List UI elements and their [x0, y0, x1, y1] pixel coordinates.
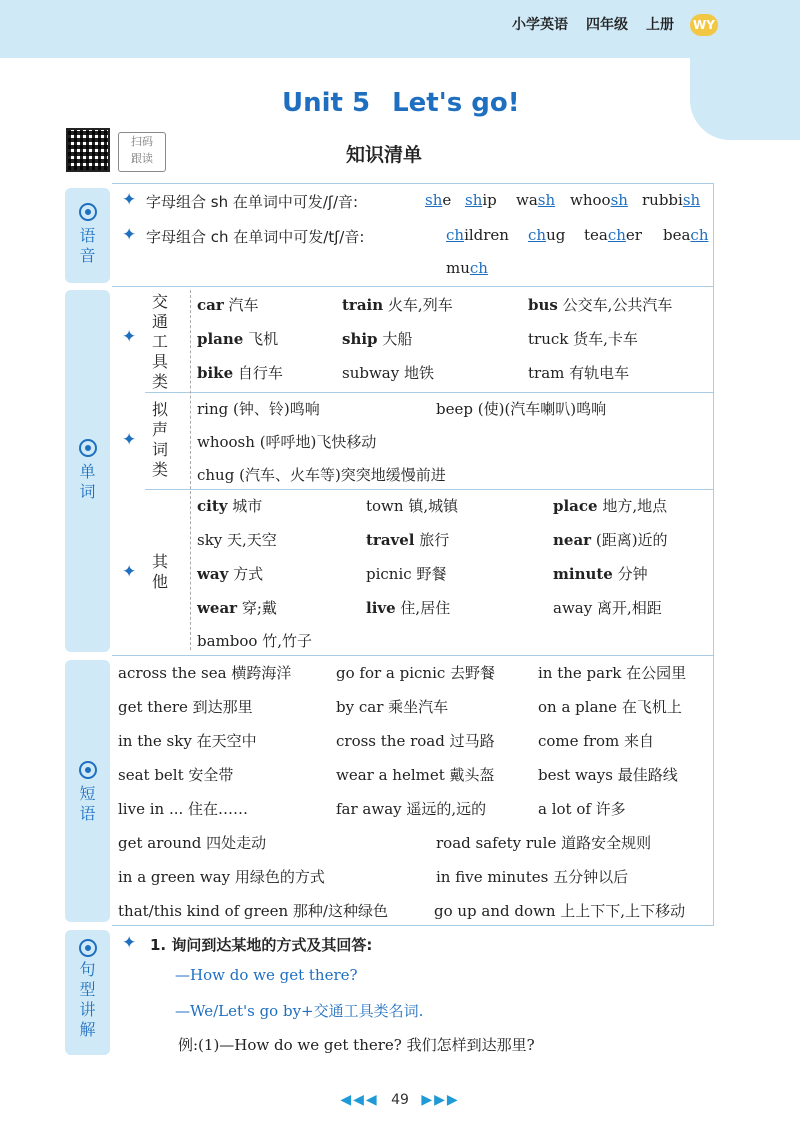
word-english: ship [342, 330, 378, 348]
highlight-letters: sh [537, 191, 556, 209]
highlight-letters: ch [446, 226, 465, 244]
tab-phrases-label: 短语 [79, 784, 96, 823]
word-meaning: 野餐 [411, 565, 447, 583]
word-english: train [342, 296, 384, 314]
prev-arrows-icon: ◀◀◀ [340, 1092, 379, 1108]
qr-code-icon[interactable] [66, 128, 110, 172]
word-meaning: 方式 [228, 565, 264, 583]
word-part: rubbi [642, 191, 683, 209]
highlight-letters: ch [469, 259, 488, 277]
word-item [197, 630, 312, 651]
phonics-word [465, 191, 497, 209]
table-right-rule [713, 183, 714, 925]
sound-bottom-rule [145, 489, 714, 490]
word-meaning: 地铁 [399, 364, 434, 382]
word-english: beep [436, 400, 473, 418]
cat-char: 类 [151, 460, 168, 479]
target-icon [78, 438, 98, 458]
highlight-letters: ch [607, 226, 626, 244]
words-bottom-rule [112, 655, 714, 656]
star-bullet-icon: ✦ [122, 225, 137, 245]
highlight-letters: sh [610, 191, 628, 209]
word-item [366, 563, 446, 584]
phrases-bottom-rule [112, 925, 714, 926]
highlight-letters: ch [528, 226, 547, 244]
phrase-item: road safety rule 道路安全规则 [436, 834, 652, 852]
cat-char: 他 [151, 572, 168, 591]
phonics-word [663, 226, 708, 244]
word-item [197, 294, 259, 315]
word-item [436, 398, 606, 419]
word-meaning: 穿;戴 [237, 599, 277, 617]
word-part: er [625, 226, 642, 244]
word-meaning: 离开,相距 [592, 599, 662, 617]
word-item [342, 328, 412, 349]
word-item [342, 294, 453, 315]
unit-name: Let's go! [392, 88, 520, 118]
word-item [553, 597, 662, 618]
edition-badge: WY [690, 14, 718, 36]
word-item [197, 362, 283, 383]
page-number: 49 [391, 1092, 409, 1108]
star-bullet-icon: ✦ [122, 190, 137, 210]
scan-label [118, 132, 166, 172]
word-english: bamboo [197, 632, 258, 650]
sh-rule: 字母组合 sh 在单词中可发/ʃ/音: [146, 193, 359, 211]
word-item [197, 464, 446, 485]
tab-sentences-label: 句型讲解 [79, 960, 96, 1039]
word-english: tram [528, 364, 565, 382]
cat-char: 声 [151, 420, 168, 439]
phrase-item: come from 来自 [538, 732, 655, 750]
tab-phrases [65, 660, 110, 922]
phrase-item: cross the road 过马路 [336, 732, 495, 750]
word-english: chug [197, 466, 235, 484]
word-item [342, 362, 434, 383]
sentence-example: 例:(1)—How do we get there? 我们怎样到达那里? [178, 1036, 535, 1054]
word-meaning: 飞机 [243, 330, 279, 348]
target-icon [78, 202, 98, 222]
word-meaning: (使)(汽车喇叭)鸣响 [472, 400, 607, 418]
word-english: town [366, 497, 404, 515]
tab-phonics [65, 188, 110, 283]
phrase-item: go for a picnic 去野餐 [336, 664, 496, 682]
word-meaning: (汽车、火车等)突突地缓慢前进 [234, 466, 446, 484]
word-item [197, 398, 320, 419]
word-meaning: 地方,地点 [597, 497, 668, 515]
word-item [553, 495, 667, 516]
word-meaning: 自行车 [233, 364, 283, 382]
phrase-item: in the park 在公园里 [538, 664, 687, 682]
phonics-word [570, 191, 628, 209]
phrase-item: go up and down 上上下下,上下移动 [434, 902, 686, 920]
sentence-question: —How do we get there? [175, 966, 358, 984]
word-item [197, 495, 262, 516]
phrase-item: on a plane 在飞机上 [538, 698, 682, 716]
word-english: plane [197, 330, 244, 348]
word-meaning: 天,天空 [222, 531, 277, 549]
sound-category-label [150, 400, 170, 480]
phrase-item: in a green way 用绿色的方式 [118, 868, 325, 886]
phrase-item: in five minutes 五分钟以后 [436, 868, 629, 886]
phrase-item: by car 乘坐汽车 [336, 698, 449, 716]
word-english: car [197, 296, 224, 314]
word-english: near [553, 531, 592, 549]
word-meaning: (呼呼地)飞快移动 [254, 433, 377, 451]
phonics-word [516, 191, 555, 209]
word-item [366, 529, 449, 550]
header-grade: 四年级 [586, 17, 628, 33]
highlight-letters: ch [690, 226, 709, 244]
word-english: sky [197, 531, 223, 549]
phrase-item: that/this kind of green 那种/这种绿色 [118, 902, 388, 920]
word-english: way [197, 565, 229, 583]
phonics-word [446, 259, 488, 277]
word-english: ring [197, 400, 229, 418]
word-item [197, 529, 277, 550]
word-meaning: 大船 [377, 330, 413, 348]
cat-char: 其 [151, 552, 168, 571]
word-item [366, 495, 458, 516]
phonics-word [642, 191, 700, 209]
word-item [528, 328, 638, 349]
word-meaning: 竹,竹子 [257, 632, 312, 650]
star-bullet-icon: ✦ [122, 327, 137, 347]
word-meaning: 公交车,公共汽车 [557, 296, 673, 314]
section-subtitle: 知识清单 [346, 144, 423, 166]
highlight-letters: sh [682, 191, 701, 209]
word-item [197, 431, 376, 452]
phonics-word [584, 226, 642, 244]
phonics-word [446, 226, 509, 244]
word-part: ip [482, 191, 497, 209]
phrase-item: get around 四处走动 [118, 834, 267, 852]
word-item [528, 362, 629, 383]
scan-label-line2: 跟读 [131, 152, 153, 165]
page-title [282, 88, 542, 118]
transport-bottom-rule [145, 392, 714, 393]
word-part: whoo [570, 191, 611, 209]
word-item [553, 563, 648, 584]
phrase-item: across the sea 横跨海洋 [118, 664, 292, 682]
word-english: travel [366, 531, 415, 549]
cat-char: 类 [151, 372, 168, 391]
scan-label-line1: 扫码 [131, 135, 153, 148]
word-english: whoosh [197, 433, 255, 451]
highlight-letters: sh [465, 191, 483, 209]
phonics-word [528, 226, 565, 244]
target-icon [78, 760, 98, 780]
word-english: live [366, 599, 396, 617]
star-bullet-icon: ✦ [122, 562, 137, 582]
sentence-answer: —We/Let's go by+交通工具类名词. [175, 1002, 424, 1020]
word-part: mu [446, 259, 470, 277]
word-english: bike [197, 364, 234, 382]
cat-char: 交 [151, 292, 168, 311]
word-english: minute [553, 565, 613, 583]
word-part: bea [663, 226, 691, 244]
word-english: away [553, 599, 593, 617]
star-bullet-icon: ✦ [122, 430, 137, 450]
star-bullet-icon: ✦ [122, 933, 137, 953]
tab-words [65, 290, 110, 652]
tab-sentences [65, 930, 110, 1055]
word-english: subway [342, 364, 400, 382]
word-item [553, 529, 668, 550]
phonics-word [425, 191, 451, 209]
word-english: picnic [366, 565, 412, 583]
cat-char: 通 [151, 312, 168, 331]
tab-words-label: 单词 [79, 462, 96, 501]
word-meaning: 有轨电车 [564, 364, 630, 382]
phrase-item: a lot of 许多 [538, 800, 626, 818]
word-part: wa [516, 191, 538, 209]
word-meaning: 城市 [227, 497, 263, 515]
cat-char: 具 [151, 352, 168, 371]
category-divider [190, 290, 191, 650]
word-english: wear [197, 599, 238, 617]
word-item [197, 597, 277, 618]
word-meaning: 旅行 [414, 531, 450, 549]
phrase-item: wear a helmet 戴头盔 [336, 766, 495, 784]
word-part: ug [546, 226, 566, 244]
page-footer [0, 1092, 800, 1108]
table-top-rule [112, 183, 714, 184]
word-item [197, 563, 263, 584]
word-english: truck [528, 330, 569, 348]
phrase-item: far away 遥远的,远的 [336, 800, 487, 818]
top-band [0, 0, 800, 58]
word-english: place [553, 497, 598, 515]
word-meaning: 分钟 [612, 565, 648, 583]
cat-char: 工 [151, 332, 168, 351]
word-english: bus [528, 296, 558, 314]
word-meaning: 汽车 [223, 296, 259, 314]
word-english: city [197, 497, 228, 515]
word-item [366, 597, 450, 618]
phonics-bottom-rule [112, 286, 714, 287]
word-item [528, 294, 672, 315]
phrase-item: in the sky 在天空中 [118, 732, 257, 750]
highlight-letters: sh [425, 191, 443, 209]
header-subject: 小学英语 [512, 17, 568, 33]
next-arrows-icon: ▶▶▶ [421, 1092, 460, 1108]
word-part: ildren [464, 226, 509, 244]
word-meaning: 货车,卡车 [568, 330, 638, 348]
cat-char: 词 [151, 440, 168, 459]
phrase-item: seat belt 安全带 [118, 766, 234, 784]
word-meaning: 火车,列车 [383, 296, 453, 314]
transport-category-label [150, 292, 170, 392]
phrase-item: get there 到达那里 [118, 698, 253, 716]
word-part: tea [584, 226, 608, 244]
word-part: e [442, 191, 452, 209]
cat-char: 拟 [151, 400, 168, 419]
header-volume: 上册 [646, 17, 674, 33]
target-icon [78, 938, 98, 958]
word-meaning: (钟、铃)鸣响 [228, 400, 320, 418]
word-meaning: 住,居住 [395, 599, 451, 617]
phrase-item: live in ... 住在…… [118, 800, 249, 818]
sentence-heading: 1. 询问到达某地的方式及其回答: [150, 936, 373, 954]
unit-number: Unit 5 [282, 88, 371, 118]
word-meaning: (距离)近的 [591, 531, 668, 549]
tab-phonics-label: 语音 [79, 226, 96, 265]
phrase-item: best ways 最佳路线 [538, 766, 678, 784]
word-item [197, 328, 278, 349]
other-category-label [150, 552, 170, 592]
word-meaning: 镇,城镇 [403, 497, 459, 515]
ch-rule: 字母组合 ch 在单词中可发/tʃ/音: [146, 228, 365, 246]
